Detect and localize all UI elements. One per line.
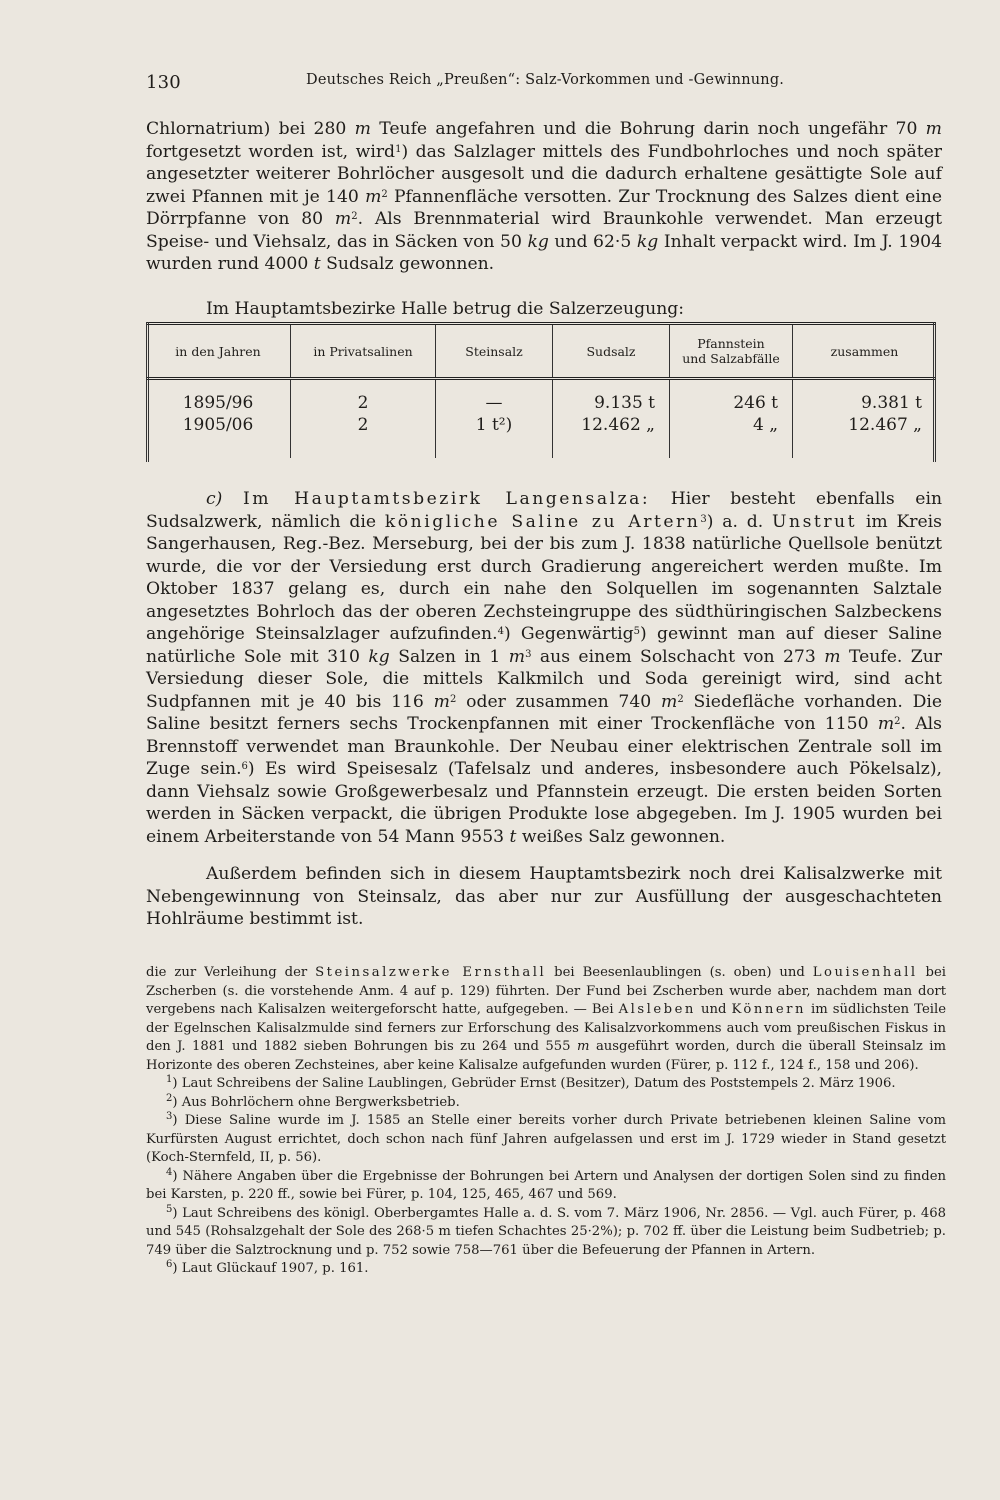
table-header-row bbox=[146, 324, 936, 379]
header-sudsalz: Sudsalz bbox=[553, 324, 670, 379]
table-row bbox=[146, 414, 936, 436]
page-number: 130 bbox=[146, 72, 181, 93]
cell-pfannstein: 246 t bbox=[670, 379, 793, 415]
paragraph-kalisalzwerke: Außerdem befinden sich in diesem Hauptamtsbezirk noch drei Kalisalzwerke mit Nebengewinnung von Steinsalz, das aber nur zur Ausfüllung der ausgeschachteten Hohlräume bestimmt ist. bbox=[146, 864, 942, 929]
cell-private: 2 bbox=[291, 414, 436, 436]
header-steinsalz: Steinsalz bbox=[436, 324, 553, 379]
footnote-1: $^1$) Laut Schreibens der Saline Laublingen, Gebrüder Ernst (Besitzer), Datum des Poststempels 2. März 1906. bbox=[166, 1074, 896, 1091]
cell-zusammen: 12.467 „ bbox=[848, 415, 922, 435]
header-zusammen: zusammen bbox=[793, 324, 937, 379]
paragraph-table-intro: Im Hauptamtsbezirke Halle betrug die Salzerzeugung: bbox=[206, 299, 685, 319]
running-title: Deutsches Reich „Preußen“: Salz-Vorkommen und -Gewinnung. bbox=[306, 72, 785, 88]
footnotes bbox=[146, 964, 946, 1279]
table-row bbox=[146, 379, 936, 415]
table-right-rule bbox=[933, 322, 936, 462]
footnote-ref-1: 1 bbox=[395, 143, 402, 155]
footnote-continuation: die zur Verleihung der Steinsalzwerke Ernsthall bei Beesenlaublingen (s. oben) und Louisenhall bei Zscherben (s. die vorstehende Anm. 4 auf p. 129) führten. Der Fund bei Zscherben wurde aber, nachdem man dort vergebens nach Kalisalzen weitergeforscht hatte, aufgegeben. — Bei Alsleben und Könnern im südlichsten Teile der Egelnschen Kalisalzmulde sind ferners zur Erforschung des Kalisalzvorkommens auch vom preußischen Fiskus in den J. 1881 und 1882 sieben Bohrungen bis zu 264 und 555 m ausgeführt worden, durch die überall Steinsalz im Horizonte des oberen Zechsteines, aber keine Kalisalze aufgefunden wurden (Fürer, p. 112 f., 124 f., 158 und 206). bbox=[146, 965, 947, 1073]
cell-pfannstein: 4 „ bbox=[670, 414, 793, 436]
header-pfannstein: Pfannstein und Salzabfälle bbox=[670, 324, 793, 379]
header-private: in Privatsalinen bbox=[291, 324, 436, 379]
salt-production-table bbox=[146, 322, 936, 462]
paragraph-langensalza: c) Im Hauptamtsbezirk Langensalza: Hier besteht ebenfalls ein Sudsalzwerk, nämlich die königliche Saline zu Artern$^3$) a. d. Unstrut im Kreis Sangerhausen, Reg.-Bez. Merseburg, bei der bis zum J. 1838 natürliche Quellsole benützt wurde, die vor der Versiedung erst durch Gradierung angereichert werden mußte. Im Oktober 1837 gelang es, durch ein nahe den Solquellen im sogenannten Salztale angesetztes Bohrloch das der oberen Zechsteingruppe des südthüringischen Salzbeckens angehörige Steinsalzlager aufzufinden.$^4$) Gegenwärtig$^5$) gewinnt man auf dieser Saline natürliche Sole mit 310 kg Salzen in 1 $m^3$ aus einem Solschacht von 273 m Teufe. Zur Versiedung dieser Sole, die mittels Kalkmilch und Soda gereinigt wird, sind acht Sudpfannen mit je 40 bis 116 $m^2$ oder zusammen 740 $m^2$ Siedefläche vorhanden. Die Saline besitzt ferners sechs Trockenpfannen mit einer Trockenfläche von 1150 $m^2$. Als Brennstoff verwendet man Braunkohle. Der Neubau einer elektrischen Zentrale soll im Zuge sein.$^6$) Es wird Speisesalz (Tafelsalz und anderes, insbesondere auch Pökelsalz), dann Viehsalz sowie Großgewerbesalz und Pfannstein erzeugt. Die ersten beiden Sorten werden in Säcken verpackt, die übrigen Produkte lose abgegeben. Im J. 1905 wurden bei einem Arbeiterstande von 54 Mann 9553 t weißes Salz gewonnen. bbox=[146, 489, 943, 847]
cell-sudsalz: 9.135 t bbox=[553, 379, 670, 415]
table-left-rule bbox=[146, 322, 149, 462]
cell-sudsalz: 12.462 „ bbox=[553, 414, 670, 436]
cell-steinsalz: — bbox=[436, 379, 553, 415]
footnote-3: $^3$) Diese Saline wurde im J. 1585 an Stelle einer bereits vorher durch Private betriebenen kleinen Saline vom Kurfürsten August errichtet, doch schon nach fünf Jahren aufgelassen und erst im J. 1729 wieder in Stand gesetzt (Koch-Sternfeld, II, p. 56). bbox=[146, 1111, 946, 1165]
cell-private: 2 bbox=[291, 379, 436, 415]
footnote-2: $^2$) Aus Bohrlöchern ohne Bergwerksbetrieb. bbox=[166, 1092, 460, 1110]
footnote-4: $^4$) Nähere Angaben über die Ergebnisse der Bohrungen bei Artern und Analysen der dortigen Solen sind zu finden bei Karsten, p. 220 ff., sowie bei Fürer, p. 104, 125, 465, 467 und 569. bbox=[146, 1166, 946, 1202]
cell-steinsalz: 1 t²) bbox=[436, 414, 553, 436]
footnote-6: $^6$) Laut Glückauf 1907, p. 161. bbox=[166, 1259, 369, 1276]
cell-year: 1895/96 bbox=[146, 379, 291, 415]
footnote-5: $^5$) Laut Schreibens des königl. Oberbergamtes Halle a. d. S. vom 7. März 1906, Nr. 2856. — Vgl. auch Fürer, p. 468 und 545 (Rohsalzgehalt der Sole des 268·5 m tiefen Schachtes 25·2%); p. 702 ff. über die Leistung beim Sudbetrieb; p. 749 über die Salztrocknung und p. 752 sowie 758—761 über die Befeuerung der Pfannen in Artern. bbox=[146, 1203, 946, 1258]
cell-year: 1905/06 bbox=[146, 414, 291, 436]
cell-zusammen: 9.381 t bbox=[861, 393, 922, 413]
paragraph-halle-intro: Chlornatrium) bei 280 m Teufe angefahren und die Bohrung darin noch ungefähr 70 m fortgesetzt worden ist, wird$^1$) das Salzlager mittels des Fundbohrloches und noch später angesetzter weiterer Bohrlöcher ausgesolt und die dadurch erhaltene gesättigte Sole auf zwei Pfannen mit je 140 $m^2$ Pfannenfläche versotten. Zur Trocknung des Salzes dient eine Dörrpfanne von 80 $m^2$. Als Brennmaterial wird Braunkohle verwendet. Man erzeugt Speise- und Viehsalz, das in Säcken von 50 kg und 62·5 kg Inhalt verpackt wird. Im J. 1904 wurden rund 4000 t Sudsalz gewonnen. bbox=[146, 119, 943, 274]
header-years: in den Jahren bbox=[146, 324, 291, 379]
